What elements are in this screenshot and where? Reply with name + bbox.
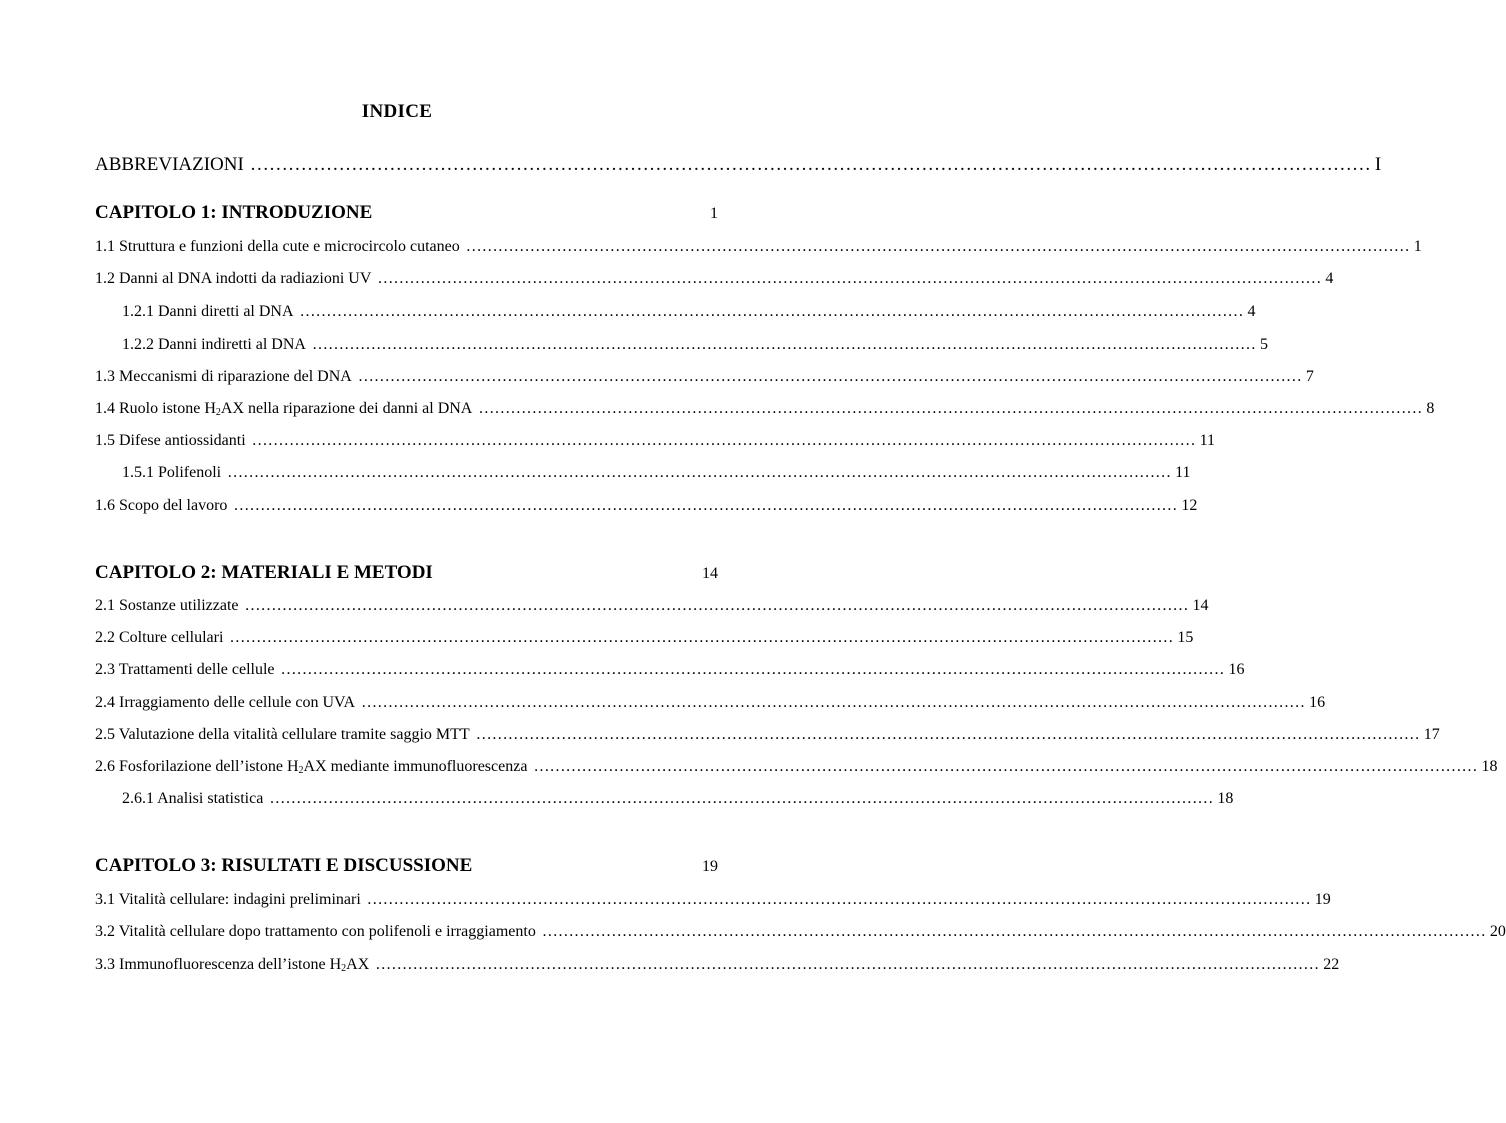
toc-label <box>95 400 472 418</box>
dot-leader: …………………………………………………………………………………………………………………………………………………………… <box>233 497 1178 514</box>
toc-page-number: 22 <box>1323 956 1340 973</box>
dot-leader: …………………………………………………………………………………………………………………………………………………………… <box>280 661 1225 678</box>
toc-page-number: 20 <box>1489 923 1506 940</box>
dot-leader: …………………………………………………………………………………………………………………………………………………………… <box>465 238 1410 255</box>
toc-label <box>95 956 369 974</box>
toc-page-number: 19 <box>702 858 718 875</box>
toc-page-number: 4 <box>1325 270 1334 287</box>
dot-leader: …………………………………………………………………………………………………………………………………………………………… <box>361 694 1306 711</box>
toc-page-number: 16 <box>1228 661 1245 678</box>
dot-leader: …………………………………………………………………………………………………………………………………………………………… <box>269 790 1214 807</box>
toc-entry-1-1 <box>95 238 1422 264</box>
toc-entry-1-5 <box>95 432 1216 458</box>
toc-page-number: 12 <box>1181 497 1198 514</box>
toc-label-part: AX <box>346 956 370 973</box>
toc-page-number: 8 <box>1426 400 1435 417</box>
toc-label: 1.2.1 Danni diretti al DNA <box>122 303 294 320</box>
toc-label: 1.5.1 Polifenoli <box>122 464 222 481</box>
toc-label: 3.2 Vitalità cellulare dopo trattamento con polifenoli e irraggiamento <box>95 923 536 940</box>
toc-page-number: 14 <box>1192 597 1209 614</box>
subscript: 2 <box>341 963 347 974</box>
dot-leader: …………………………………………………………………………………………………………………………………………………………… <box>533 758 1478 775</box>
toc-label: 1.3 Meccanismi di riparazione del DNA <box>95 368 352 385</box>
toc-page-number: 11 <box>1199 432 1216 449</box>
toc-entry-1-2-2 <box>122 336 1268 362</box>
toc-entry-2-5 <box>95 726 1440 752</box>
toc-page-number: 16 <box>1309 694 1326 711</box>
toc-page-number: 14 <box>702 565 718 582</box>
toc-label-part: 3.3 Immunofluorescenza dell’istone H <box>95 956 342 973</box>
dot-leader: …………………………………………………………………………………………………………………………………………………………… <box>377 270 1322 287</box>
toc-entry-1-2 <box>95 270 1334 296</box>
toc-entry-2-3 <box>95 661 1245 687</box>
toc-chapter-2 <box>95 562 718 588</box>
subscript: 2 <box>298 765 304 776</box>
toc-label: 1.6 Scopo del lavoro <box>95 497 228 514</box>
subscript: 2 <box>215 407 221 418</box>
toc-page-number: 15 <box>1177 629 1194 646</box>
toc-page-number: I <box>1374 154 1382 175</box>
toc-page-number: 7 <box>1305 368 1314 385</box>
toc-label: 2.6.1 Analisi statistica <box>122 790 264 807</box>
toc-entry-3-1 <box>95 891 1331 917</box>
toc-label-part: 1.4 Ruolo istone H <box>95 400 216 417</box>
dot-leader: …………………………………………………………………………………………………………………………………………………………… <box>475 726 1420 743</box>
page-title: INDICE <box>361 101 433 122</box>
toc-label: 2.4 Irraggiamento delle cellule con UVA <box>95 694 356 711</box>
toc-page-number: 19 <box>1314 891 1331 908</box>
dot-leader: …………………………………………………………………………………………………………………………………………………………… <box>249 154 1371 175</box>
toc-entry-2-6-1 <box>122 790 1234 816</box>
toc-label <box>95 758 527 776</box>
dot-leader: …………………………………………………………………………………………………………………………………………………………… <box>311 336 1256 353</box>
toc-page-number: 1 <box>710 205 718 222</box>
dot-leader: …………………………………………………………………………………………………………………………………………………………… <box>357 368 1302 385</box>
toc-label: 1.2.2 Danni indiretti al DNA <box>122 336 306 353</box>
toc-chapter-label: CAPITOLO 2: MATERIALI E METODI <box>95 562 433 583</box>
toc-label: 1.5 Difese antiossidanti <box>95 432 246 449</box>
toc-page-number: 17 <box>1423 726 1440 743</box>
toc-entry-1-2-1 <box>122 303 1256 329</box>
toc-chapter-label: CAPITOLO 1: INTRODUZIONE <box>95 202 373 223</box>
dot-leader: …………………………………………………………………………………………………………………………………………………………… <box>478 400 1423 417</box>
toc-label: 2.1 Sostanze utilizzate <box>95 597 239 614</box>
toc-page-number: 18 <box>1217 790 1234 807</box>
toc-entry-2-1 <box>95 597 1209 623</box>
toc-entry-2-4 <box>95 694 1326 720</box>
toc-label: 2.5 Valutazione della vitalità cellulare tramite saggio MTT <box>95 726 470 743</box>
dot-leader: …………………………………………………………………………………………………………………………………………………………… <box>299 303 1244 320</box>
toc-entry-3-2 <box>95 923 1506 949</box>
toc-label: 3.1 Vitalità cellulare: indagini preliminari <box>95 891 361 908</box>
toc-label: 1.1 Struttura e funzioni della cute e microcircolo cutaneo <box>95 238 460 255</box>
toc-entry-abbreviazioni <box>95 154 1382 180</box>
toc-page-number: 5 <box>1259 336 1268 353</box>
dot-leader: …………………………………………………………………………………………………………………………………………………………… <box>229 629 1174 646</box>
dot-leader: …………………………………………………………………………………………………………………………………………………………… <box>251 432 1196 449</box>
toc-entry-2-2 <box>95 629 1194 655</box>
toc-entry-3-3 <box>95 956 1340 982</box>
toc-page-number: 1 <box>1413 238 1422 255</box>
toc-page-number: 11 <box>1175 464 1191 481</box>
toc-entry-1-4 <box>95 400 1435 426</box>
toc-chapter-1 <box>95 202 718 228</box>
toc-entry-1-3 <box>95 368 1314 394</box>
toc-page-number: 4 <box>1247 303 1256 320</box>
dot-leader: …………………………………………………………………………………………………………………………………………………………… <box>244 597 1189 614</box>
dot-leader: …………………………………………………………………………………………………………………………………………………………… <box>541 923 1486 940</box>
toc-entry-2-6 <box>95 758 1498 784</box>
toc-label-part: AX nella riparazione dei danni al DNA <box>220 400 473 417</box>
toc-page-number: 18 <box>1481 758 1498 775</box>
toc-label: 1.2 Danni al DNA indotti da radiazioni UV <box>95 270 372 287</box>
toc-label-part: 2.6 Fosforilazione dell’istone H <box>95 758 299 775</box>
toc-label-part: AX mediante immunofluorescenza <box>303 758 528 775</box>
toc-label: 2.2 Colture cellulari <box>95 629 224 646</box>
dot-leader: …………………………………………………………………………………………………………………………………………………………… <box>366 891 1311 908</box>
toc-label: 2.3 Trattamenti delle cellule <box>95 661 275 678</box>
toc-entry-1-6 <box>95 497 1198 523</box>
toc-label: ABBREVIAZIONI <box>95 154 244 175</box>
toc-chapter-3 <box>95 855 718 881</box>
dot-leader: …………………………………………………………………………………………………………………………………………………………… <box>375 956 1320 973</box>
toc-entry-1-5-1 <box>122 464 1191 490</box>
toc-chapter-label: CAPITOLO 3: RISULTATI E DISCUSSIONE <box>95 855 473 876</box>
dot-leader: …………………………………………………………………………………………………………………………………………………………… <box>227 464 1172 481</box>
